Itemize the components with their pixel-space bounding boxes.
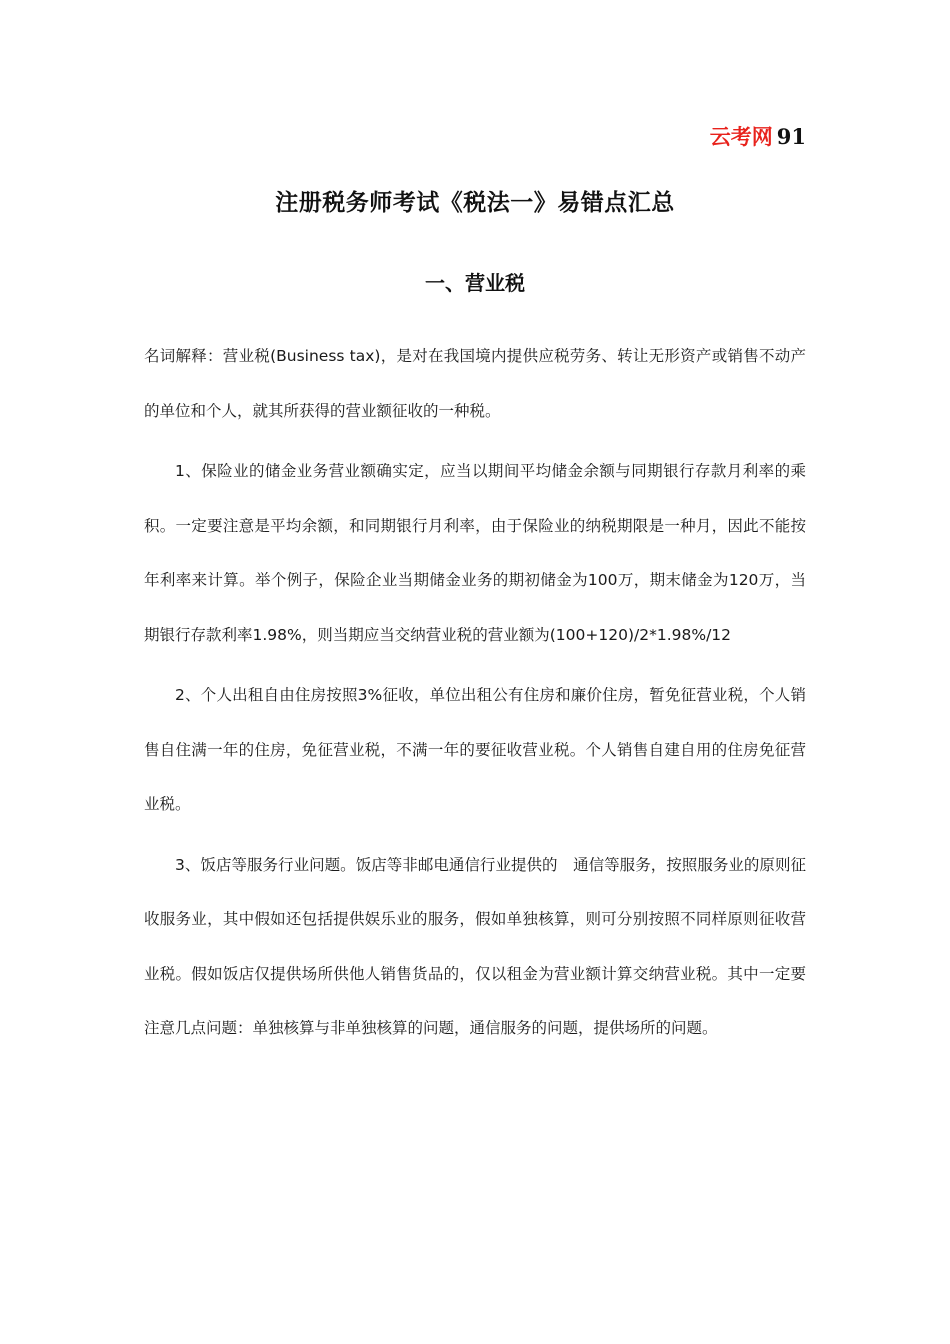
document-title: 注册税务师考试《税法一》易错点汇总 [275,190,675,216]
brand-mark [710,122,806,152]
paragraph-item-1: 1、保险业的储金业务营业额确实定，应当以期间平均储金余额与同期银行存款月利率的乘积。一定要注意是平均余额，和同期银行月利率，由于保险业的纳税期限是一种月，因此不能按年利率来计算。举个例子，保险企业当期储金业务的期初储金为100万，期末储金为120万，当期银行存款利率1.98%，则当期应当交纳营业税的营业额为(100+120)/2*1.98%/12 [144,462,806,644]
paragraph-item-3: 3、饭店等服务行业问题。饭店等非邮电通信行业提供的 通信等服务，按照服务业的原则征收服务业，其中假如还包括提供娱乐业的服务，假如单独核算，则可分别按照不同样原则征收营业税。假如饭店仅提供场所供他人销售货品的，仅以租金为营业额计算交纳营业税。其中一定要注意几点问题：单独核算与非单独核算的问题，通信服务的问题，提供场所的问题。 [144,855,806,1037]
paragraph-item-2: 2、个人出租自由住房按照3%征收，单位出租公有住房和廉价住房，暂免征营业税，个人销售自住满一年的住房，免征营业税，不满一年的要征收营业税。个人销售自建自用的住房免征营业税。 [144,686,806,813]
definition-paragraph: 名词解释：营业税(Business tax)，是对在我国境内提供应税劳务、转让无形资产或销售不动产的单位和个人，就其所获得的营业额征收的一种税。 [144,347,806,420]
brand-number: 91 [776,124,806,149]
brand-name: 云考网 [709,124,773,149]
section-heading: 一、营业税 [425,271,525,295]
document-body [144,329,806,1056]
